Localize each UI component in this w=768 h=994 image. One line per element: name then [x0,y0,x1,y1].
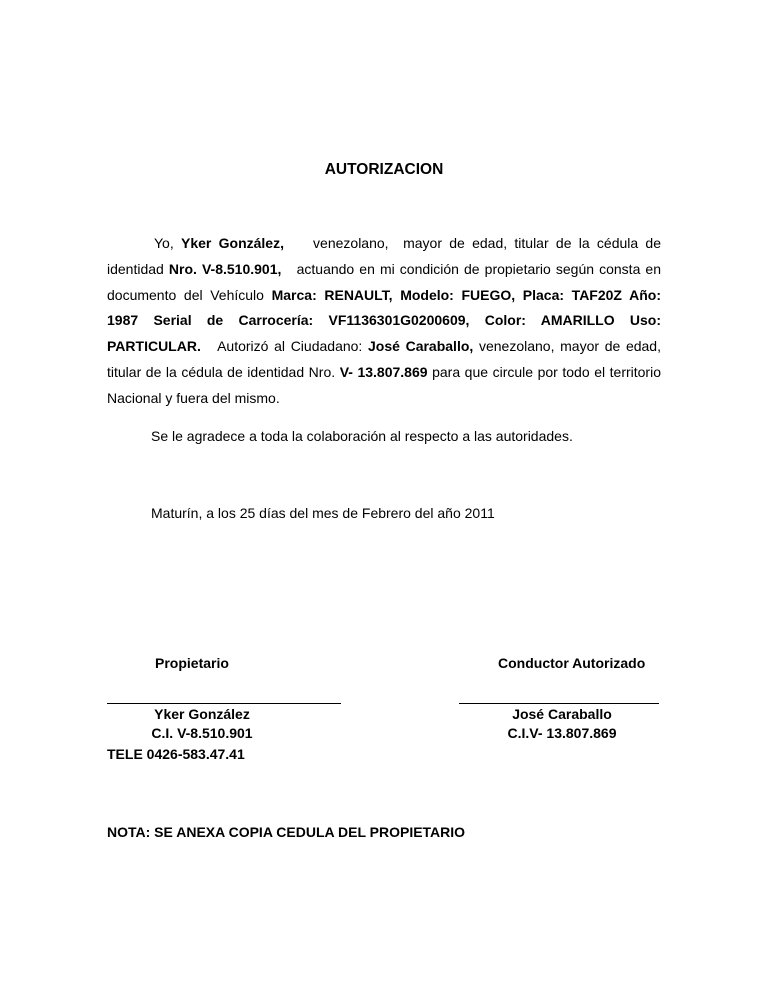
document-title: AUTORIZACION [324,161,444,178]
driver-signature-id: C.I.V- 13.807.869 [507,725,617,741]
body-text-4: Autorizó al Ciudadano: [200,338,368,355]
body-text-6: para que circule por todo el territorio Nacional y fuera del mismo. [107,363,661,406]
body-text-3: actuando en mi condición de propietario según consta en documento del Vehículo [107,260,665,303]
driver-signature-label: Conductor Autorizado [498,655,646,671]
owner-id: Nro. V-8.510.901, [168,260,282,277]
date-line: Maturín, a los 25 días del mes de Febrero del año 2011 [151,505,495,521]
thanks-line: Se le agradece a toda la colaboración al respecto a las autoridades. [151,428,573,444]
driver-name: José Caraballo, [368,338,474,355]
body-text-2: venezolano, mayor de edad, titular de la cédula de identidad [107,235,665,277]
owner-signature-line [107,703,341,704]
body-text-1: Yo, [154,235,181,251]
driver-signature-line [459,703,659,704]
body-text-5: venezolano, mayor de edad, titular de la cédula de identidad Nro. [107,338,661,380]
owner-name: Yker González, [181,235,284,251]
owner-signature-id: C.I. V-8.510.901 [151,725,253,741]
authorization-paragraph [107,231,665,412]
driver-id: V- 13.807.869 [339,363,428,380]
owner-signature-name: Yker González [154,706,250,722]
vehicle-details: Marca: RENAULT, Modelo: FUEGO, Placa: TAF20Z Año: 1987 Serial de Carrocería: VF1136301G0200609, Color: AMARILLO Uso: PARTICULAR. [107,286,661,355]
owner-phone: TELE 0426-583.47.41 [107,746,245,762]
driver-signature-name: José Caraballo [512,706,612,722]
attachment-note: NOTA: SE ANEXA COPIA CEDULA DEL PROPIETARIO [107,824,466,840]
owner-signature-label: Propietario [155,655,229,671]
